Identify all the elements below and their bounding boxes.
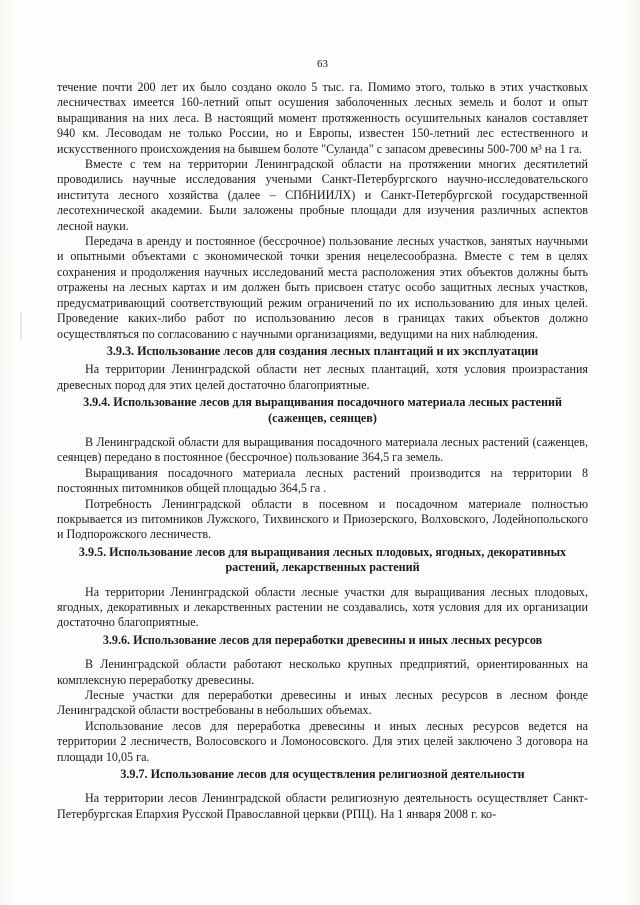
section-3-9-3-text: На территории Ленинградской области нет лесных плантаций, хотя условия произрастания древесных пород для этих целей достаточно благоприятные. bbox=[57, 362, 588, 392]
section-3-9-4-paragraph-1: В Ленинградской области для выращивания посадочного материала лесных растений (саженцев, сеянцев) передано в постоянное (бессрочное) пользование 364,5 га земель. bbox=[57, 434, 588, 465]
page-number: 63 bbox=[317, 58, 328, 70]
heading-section-3-9-4: 3.9.4. Использование лесов для выращивания посадочного материала лесных растений (саженцев, сеянцев) bbox=[83, 395, 562, 425]
section-3-9-6-paragraph-3: Использование лесов для переработка древесины и иных лесных ресурсов ведется на территории 2 лесничеств, Волосовского и Ломоносовского. Для этих целей заключено 3 договора на площади 10,05 га. bbox=[57, 718, 588, 764]
section-3-9-6-paragraph-2: Лесные участки для переработки древесины и иных лесных ресурсов в лесном фонде Ленинградской области востребованы в небольших объемах. bbox=[57, 688, 588, 718]
heading-section-3-9-5: 3.9.5. Использование лесов для выращивания лесных плодовых, ягодных, декоративных растений, лекарственных растений bbox=[78, 544, 567, 575]
scan-edge-mark bbox=[20, 312, 22, 340]
section-3-9-4-paragraph-3: Потребность Ленинградской области в посевном и посадочном материале полностью покрывается из питомников Лужского, Тихвинского и Приозерского, Волховского, Лодейнопольского и Подпорожского лесничеств. bbox=[57, 496, 588, 542]
heading-section-3-9-3: 3.9.3. Использование лесов для создания лесных плантаций и их эксплуатации bbox=[106, 343, 539, 358]
heading-section-3-9-7: 3.9.7. Использование лесов для осуществления религиозной деятельности bbox=[120, 767, 525, 782]
heading-section-3-9-6: 3.9.6. Использование лесов для переработки древесины и иных лесных ресурсов bbox=[102, 632, 543, 647]
paragraph-scientific-research: Вместе с тем на территории Ленинградской области на протяжении многих десятилетий проводились научные исследования учеными Санкт-Петербургского научно-исследовательского института лесного хозяйства (далее – СПбНИИЛХ) и Санкт-Петербургской государственной лесотехнической академии. Были заложены пробные площади для изучения различных аспектов лесной науки. bbox=[57, 157, 588, 233]
paragraph-drainage-experience: течение почти 200 лет их было создано около 5 тыс. га. Помимо этого, только в этих участковых лесничествах имеется 160-летний опыт осушения заболоченных лесных земель и болот и опыт выращивания на них леса. В настоящий момент протяженность осушительных каналов составляет 940 км. Лесоводам не только России, но и Европы, известен 150-летний лес естественного и искусственного происхождения на бывшем болоте "Суланда" с запасом древесины 500-700 м³ на 1 га. bbox=[57, 80, 588, 156]
section-3-9-6-paragraph-1: В Ленинградской области работают несколько крупных предприятий, ориентированных на комплексную переработку древесины. bbox=[57, 657, 588, 687]
section-3-9-4-paragraph-2: Выращивания посадочного материала лесных растений производится на территории 8 постоянных питомников общей площадью 364,5 га . bbox=[57, 465, 588, 496]
section-3-9-7-text: На территории лесов Ленинградской области религиозную деятельность осуществляет Санкт-Петербургская Епархия Русской Православной церкви (РПЦ). На 1 января 2008 г. ко- bbox=[57, 791, 588, 821]
paragraph-lease-transfer: Передача в аренду и постоянное (бессрочное) пользование лесных участков, занятых научными и опытными объектами с экономической точки зрения нецелесообразна. Вместе с тем в целях сохранения и продолжения научных исследований места расположения этих объектов должны быть отражены на лесных картах и им должен быть присвоен статус особо защитных лесных участков, предусматривающий соответствующий режим ограничений по их использованию для иных целей. Проведение каких-либо работ по использованию лесов в границах таких объектов должно осуществляться по согласованию с научными организациями, ведущими на них наблюдения. bbox=[57, 234, 588, 341]
section-3-9-5-text: На территории Ленинградской области лесные участки для выращивания лесных плодовых, ягодных, декоративных и лекарственных растении не создавались, хотя условия для их организации достаточно благоприятные. bbox=[57, 584, 588, 630]
